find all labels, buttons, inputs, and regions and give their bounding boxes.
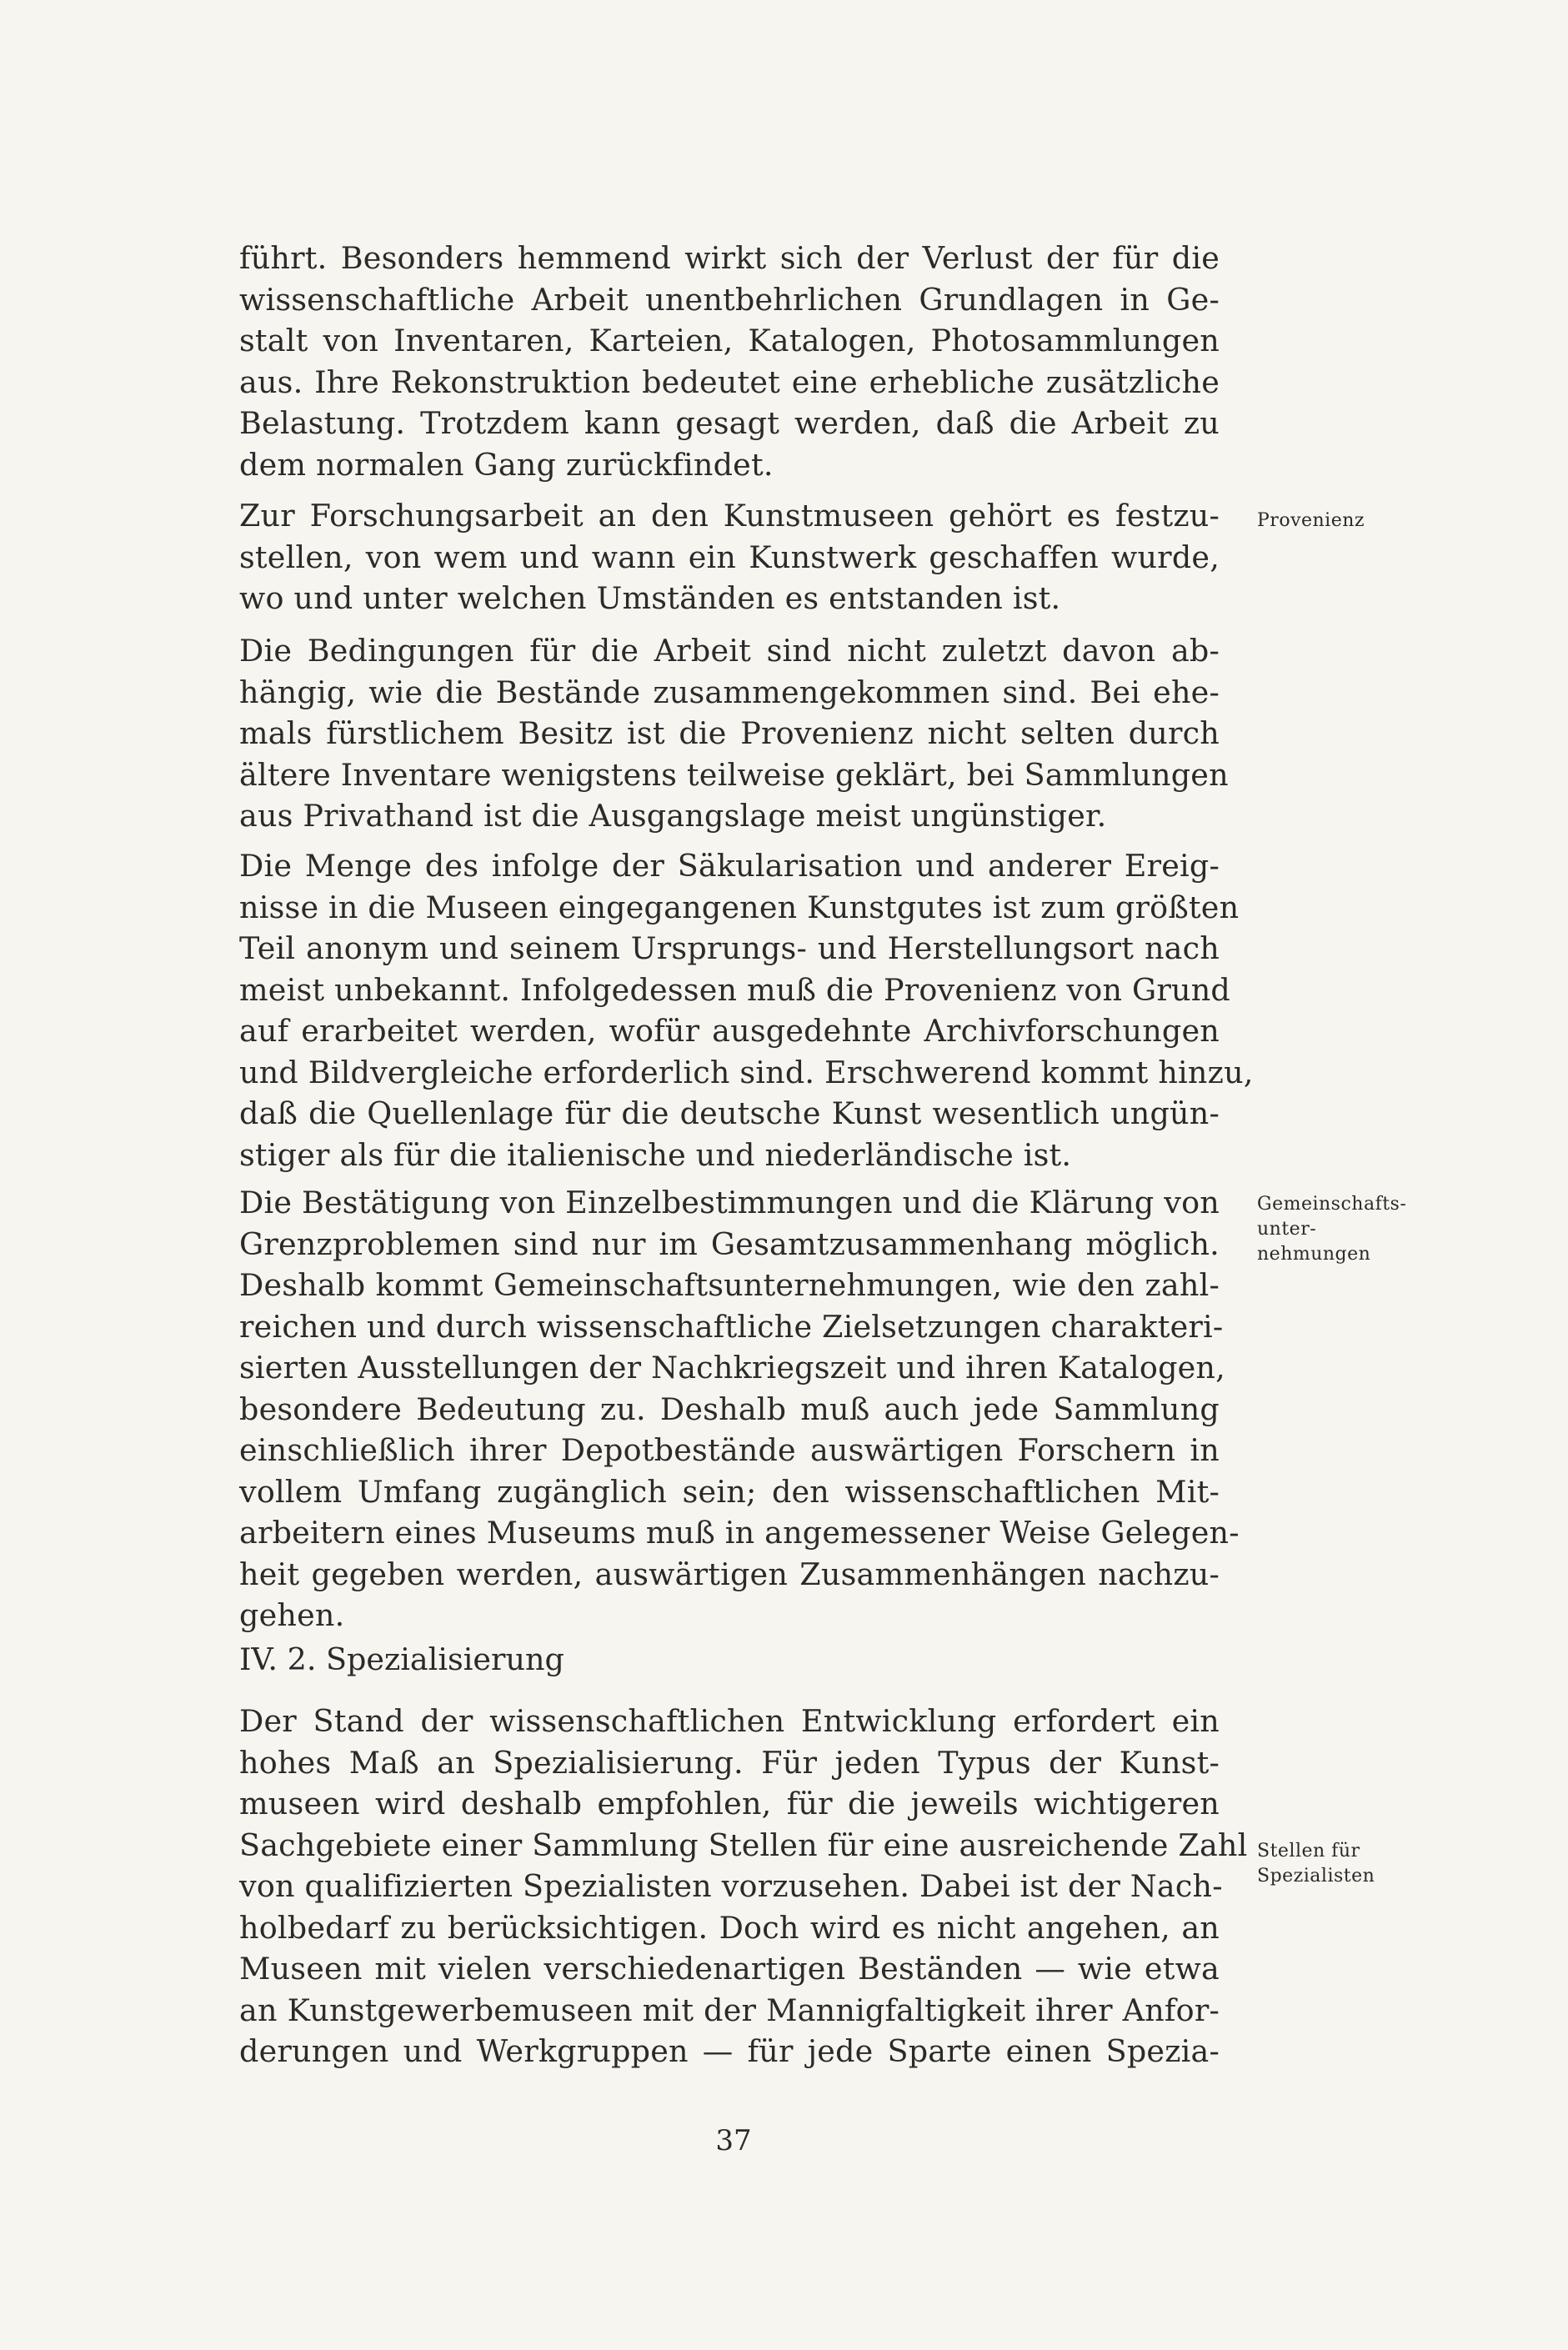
text-line: dem normalen Gang zurückfindet. — [239, 446, 774, 483]
text-line: Die Menge des infolge der Säkularisation und anderer Ereig- — [239, 848, 1220, 884]
text-line: mals fürstlichem Besitz ist die Provenienz nicht selten durch — [239, 715, 1220, 751]
text-line: ältere Inventare wenigstens teilweise geklärt, bei Sammlungen — [239, 756, 1229, 793]
margin-note-gemeinschaft — [1257, 1192, 1440, 1267]
paragraph-4 — [239, 845, 1254, 1175]
text-line: nisse in die Museen eingegangenen Kunstgutes ist zum größten — [239, 889, 1240, 925]
text-line: aus Privathand ist die Ausgangslage meist ungünstiger. — [239, 798, 1107, 834]
text-line: hohes Maß an Spezialisierung. Für jeden Typus der Kunst- — [239, 1744, 1220, 1781]
text-line: wo und unter welchen Umständen es entstanden ist. — [239, 580, 1061, 616]
paragraph-2 — [239, 495, 1220, 619]
text-line: reichen und durch wissenschaftliche Zielsetzungen charakteri- — [239, 1308, 1224, 1345]
text-line: stalt von Inventaren, Karteien, Katalogen, Photosammlungen — [239, 323, 1220, 358]
text-line: Zur Forschungsarbeit an den Kunstmuseen gehört es festzu- — [239, 498, 1220, 534]
margin-note-provenienz — [1257, 509, 1440, 534]
text-line: führt. Besonders hemmend wirkt sich der Verlust der für die — [239, 240, 1220, 276]
text-line: aus. Ihre Rekonstruktion bedeutet eine erhebliche zusätzliche — [239, 363, 1220, 400]
text-line: Der Stand der wissenschaftlichen Entwicklung erfordert ein — [239, 1703, 1220, 1739]
paragraph-6 — [239, 1701, 1248, 2072]
text-line: Die Bestätigung von Einzelbestimmungen und die Klärung von — [239, 1185, 1220, 1220]
text-line: stiger als für die italienische und niederländische ist. — [239, 1136, 1072, 1173]
text-line: Teil anonym und seinem Ursprungs- und Herstellungsort nach — [239, 930, 1220, 966]
text-line: museen wird deshalb empfohlen, für die jeweils wichtigeren — [239, 1786, 1220, 1821]
text-line: stellen, von wem und wann ein Kunstwerk geschaffen wurde, — [239, 539, 1220, 575]
text-line: Deshalb kommt Gemeinschaftsunternehmungen, wie den zahl- — [239, 1267, 1220, 1303]
margin-note-stellen — [1257, 1839, 1440, 1889]
paragraph-3 — [239, 630, 1229, 837]
text-line: meist unbekannt. Infolgedessen muß die Provenienz von Grund — [239, 971, 1230, 1008]
text-line: daß die Quellenlage für die deutsche Kunst wesentlich ungün- — [239, 1095, 1220, 1131]
text-line: heit gegeben werden, auswärtigen Zusammenhängen nachzu- — [239, 1556, 1220, 1592]
text-line: arbeitern eines Museums muß in angemessener Weise Gelegen- — [239, 1515, 1240, 1551]
margin-note-line: unter- — [1257, 1219, 1317, 1240]
text-line: Belastung. Trotzdem kann gesagt werden, daß die Arbeit zu — [239, 405, 1220, 441]
page-number: 37 — [715, 2124, 752, 2157]
text-line: besondere Bedeutung zu. Deshalb muß auch jede Sammlung — [239, 1390, 1220, 1427]
text-line: vollem Umfang zugänglich sein; den wissenschaftlichen Mit- — [239, 1473, 1220, 1510]
text-line: hängig, wie die Bestände zusammengekommen sind. Bei ehe- — [239, 674, 1220, 710]
text-line: Die Bedingungen für die Arbeit sind nicht zuletzt davon ab- — [239, 633, 1220, 669]
text-line: Grenzproblemen sind nur im Gesamtzusammenhang möglich. — [239, 1225, 1220, 1262]
text-line: sierten Ausstellungen der Nachkriegszeit und ihren Katalogen, — [239, 1350, 1225, 1385]
section-heading: IV. 2. Spezialisierung — [239, 1641, 564, 1677]
text-line: auf erarbeitet werden, wofür ausgedehnte Archivforschungen — [239, 1013, 1220, 1049]
text-line: einschließlich ihrer Depotbestände auswärtigen Forschern in — [239, 1432, 1220, 1468]
margin-note-line: Provenienz — [1257, 510, 1365, 531]
text-line: und Bildvergleiche erforderlich sind. Erschwerend kommt hinzu, — [239, 1054, 1254, 1090]
text-line: wissenschaftliche Arbeit unentbehrlichen Grundlagen in Ge- — [239, 281, 1220, 318]
paragraph-5 — [239, 1182, 1240, 1636]
text-line: derungen und Werkgruppen — für jede Sparte einen Spezia- — [239, 2033, 1220, 2069]
margin-note-line: Stellen für — [1257, 1841, 1360, 1861]
paragraph-1 — [239, 238, 1220, 485]
text-line: von qualifizierten Spezialisten vorzusehen. Dabei ist der Nach- — [239, 1868, 1223, 1904]
text-line: Sachgebiete einer Sammlung Stellen für eine ausreichende Zahl — [239, 1826, 1248, 1863]
text-line: an Kunstgewerbemuseen mit der Mannigfaltigkeit ihrer Anfor- — [239, 1992, 1220, 2028]
text-line: Museen mit vielen verschiedenartigen Beständen — wie etwa — [239, 1951, 1220, 1987]
margin-note-line: Gemeinschafts- — [1257, 1194, 1407, 1215]
margin-note-line: Spezialisten — [1257, 1866, 1375, 1887]
text-line: gehen. — [239, 1597, 345, 1633]
margin-note-line: nehmungen — [1257, 1244, 1371, 1265]
text-line: holbedarf zu berücksichtigen. Doch wird es nicht angehen, an — [239, 1909, 1220, 1946]
